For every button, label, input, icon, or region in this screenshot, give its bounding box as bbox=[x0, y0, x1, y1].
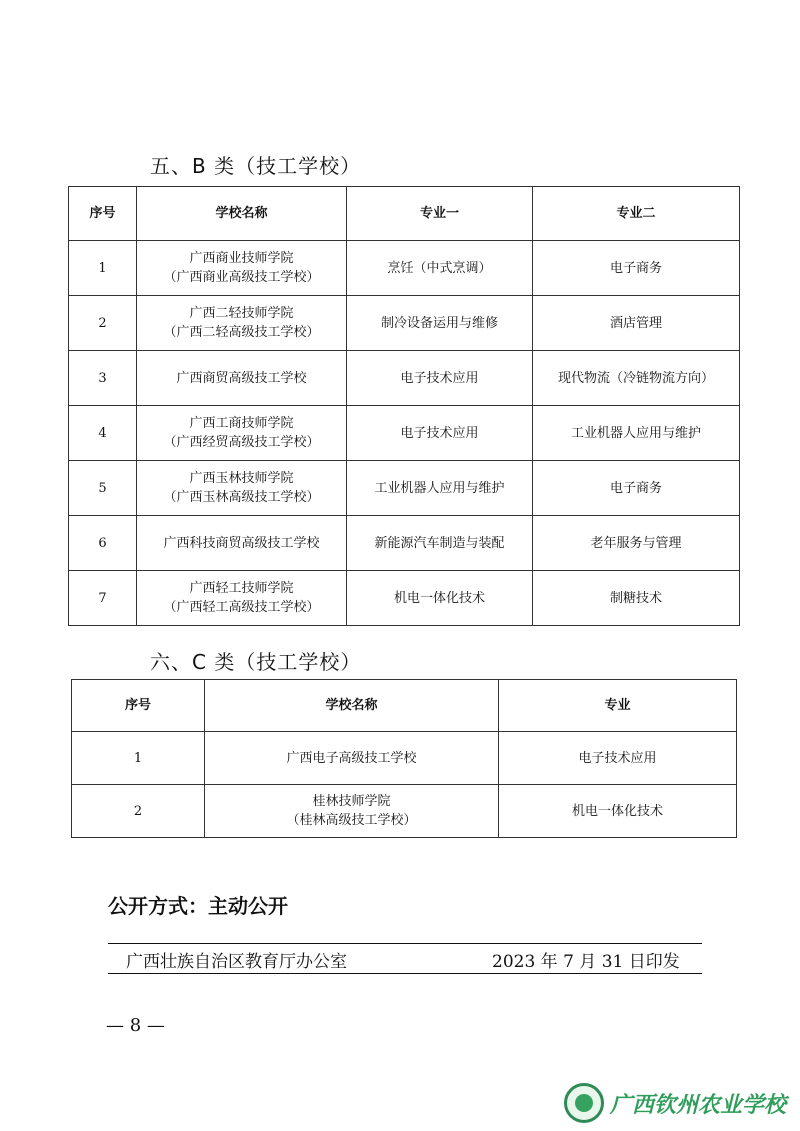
school-name-line: 广西科技商贸高级技工学校 bbox=[163, 535, 320, 551]
header-major-1: 专业一 bbox=[347, 187, 533, 241]
school-name-line: 广西商贸高级技工学校 bbox=[176, 370, 307, 386]
row-number-cell: 7 bbox=[69, 571, 137, 626]
school-name-line: （广西玉林高级技工学校） bbox=[163, 490, 320, 505]
school-name-line: 广西玉林技师学院 bbox=[189, 471, 294, 486]
school-name-cell bbox=[137, 461, 347, 516]
school-name-cell bbox=[205, 732, 499, 785]
header-no: 序号 bbox=[72, 680, 205, 732]
table-row bbox=[69, 296, 740, 351]
row-number-cell: 6 bbox=[69, 516, 137, 571]
school-name-line: （广西经贸高级技工学校） bbox=[163, 435, 320, 450]
table-row bbox=[69, 241, 740, 296]
school-name-line: 广西商业技师学院 bbox=[189, 251, 294, 266]
table-c bbox=[71, 679, 737, 838]
school-name-line: 广西电子高级技工学校 bbox=[286, 750, 417, 766]
table-row bbox=[69, 461, 740, 516]
major-2-cell: 现代物流（冷链物流方向） bbox=[533, 351, 740, 406]
school-name-line: （广西二轻高级技工学校） bbox=[163, 325, 320, 340]
row-number-cell: 1 bbox=[72, 732, 205, 785]
school-name-cell bbox=[137, 516, 347, 571]
major-cell: 机电一体化技术 bbox=[499, 785, 737, 838]
school-name-line: （广西轻工高级技工学校） bbox=[163, 600, 320, 615]
school-name-line: 桂林技师学院 bbox=[312, 794, 391, 809]
row-number-cell: 1 bbox=[69, 241, 137, 296]
school-name-cell bbox=[137, 406, 347, 461]
major-cell: 电子技术应用 bbox=[499, 732, 737, 785]
school-name-cell bbox=[205, 785, 499, 838]
table-row bbox=[72, 732, 737, 785]
table-b bbox=[68, 186, 740, 626]
page-number: — 8 — bbox=[106, 1015, 165, 1036]
major-2-cell: 电子商务 bbox=[533, 241, 740, 296]
major-1-cell: 工业机器人应用与维护 bbox=[347, 461, 533, 516]
school-name-cell bbox=[137, 296, 347, 351]
school-name-line: 广西二轻技师学院 bbox=[189, 306, 294, 321]
major-2-cell: 酒店管理 bbox=[533, 296, 740, 351]
watermark-text: 广西钦州农业学校 bbox=[610, 1092, 787, 1118]
row-number-cell: 3 bbox=[69, 351, 137, 406]
school-name-line: 广西工商技师学院 bbox=[189, 416, 294, 431]
header-school-name: 学校名称 bbox=[137, 187, 347, 241]
major-1-cell: 新能源汽车制造与装配 bbox=[347, 516, 533, 571]
footer-top-rule bbox=[108, 943, 702, 944]
major-1-cell: 制冷设备运用与维修 bbox=[347, 296, 533, 351]
school-name-line: 广西轻工技师学院 bbox=[189, 581, 294, 596]
school-name-cell bbox=[137, 351, 347, 406]
row-number-cell: 4 bbox=[69, 406, 137, 461]
header-no: 序号 bbox=[69, 187, 137, 241]
table-b-header-row bbox=[69, 187, 740, 241]
school-name-line: （桂林高级技工学校） bbox=[286, 813, 417, 828]
row-number-cell: 2 bbox=[72, 785, 205, 838]
header-major: 专业 bbox=[499, 680, 737, 732]
header-school-name: 学校名称 bbox=[205, 680, 499, 732]
table-c-header-row bbox=[72, 680, 737, 732]
school-name-cell bbox=[137, 571, 347, 626]
school-name-line: （广西商业高级技工学校） bbox=[163, 270, 320, 285]
table-row bbox=[69, 516, 740, 571]
major-2-cell: 制糖技术 bbox=[533, 571, 740, 626]
major-2-cell: 工业机器人应用与维护 bbox=[533, 406, 740, 461]
school-name-cell bbox=[137, 241, 347, 296]
row-number-cell: 5 bbox=[69, 461, 137, 516]
section-c-title: 六、C 类（技工学校） bbox=[150, 650, 362, 674]
header-major-2: 专业二 bbox=[533, 187, 740, 241]
table-row bbox=[72, 785, 737, 838]
table-row bbox=[69, 351, 740, 406]
major-1-cell: 机电一体化技术 bbox=[347, 571, 533, 626]
major-1-cell: 电子技术应用 bbox=[347, 406, 533, 461]
major-2-cell: 电子商务 bbox=[533, 461, 740, 516]
watermark-logo bbox=[564, 1080, 792, 1126]
major-1-cell: 电子技术应用 bbox=[347, 351, 533, 406]
table-row bbox=[69, 406, 740, 461]
table-row bbox=[69, 571, 740, 626]
major-1-cell: 烹饪（中式烹调） bbox=[347, 241, 533, 296]
publication-method: 公开方式：主动公开 bbox=[108, 894, 288, 918]
section-b-title: 五、B 类（技工学校） bbox=[150, 154, 362, 178]
footer-date: 2023 年 7 月 31 日印发 bbox=[492, 952, 680, 972]
major-2-cell: 老年服务与管理 bbox=[533, 516, 740, 571]
footer-issuer: 广西壮族自治区教育厅办公室 bbox=[126, 952, 347, 972]
footer-bottom-rule bbox=[108, 973, 702, 974]
school-emblem-icon bbox=[564, 1083, 604, 1123]
row-number-cell: 2 bbox=[69, 296, 137, 351]
